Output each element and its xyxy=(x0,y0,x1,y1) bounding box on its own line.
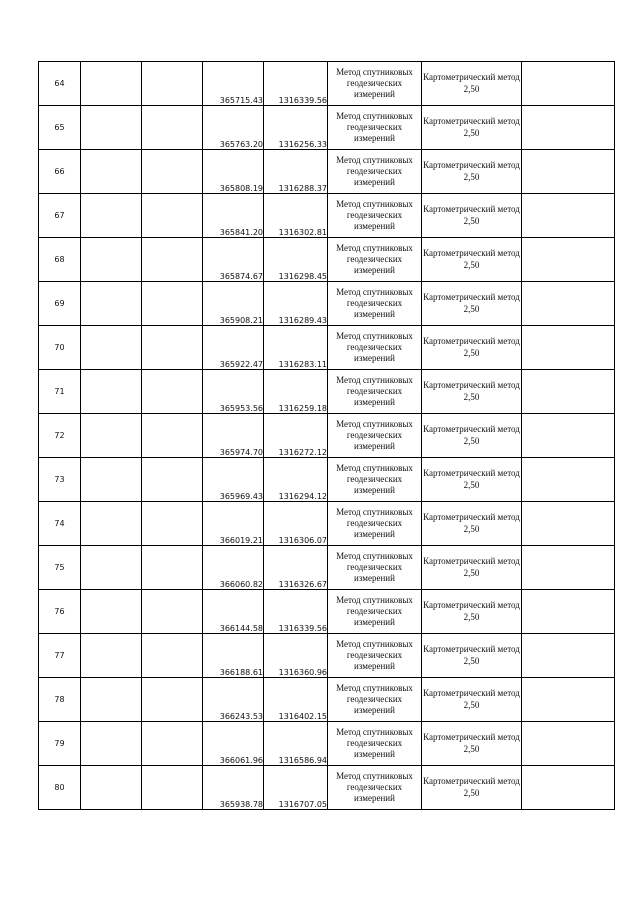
empty-cell xyxy=(142,590,203,634)
table-row xyxy=(39,546,615,590)
empty-cell xyxy=(81,150,142,194)
empty-cell xyxy=(142,370,203,414)
table-row xyxy=(39,282,615,326)
table-row xyxy=(39,194,615,238)
empty-cell xyxy=(142,722,203,766)
coord-x-cell: 366019.21 xyxy=(203,502,264,546)
empty-cell xyxy=(522,414,615,458)
empty-cell xyxy=(522,590,615,634)
table-row xyxy=(39,722,615,766)
point-number-cell: 73 xyxy=(39,458,81,502)
empty-cell xyxy=(522,370,615,414)
coord-y-cell: 1316298.45 xyxy=(264,238,328,282)
accuracy-cell: Картометрический метод 2,50 xyxy=(422,150,522,194)
coord-y-cell: 1316289.43 xyxy=(264,282,328,326)
coord-x-cell: 366061.96 xyxy=(203,722,264,766)
empty-cell xyxy=(522,766,615,810)
accuracy-cell: Картометрический метод 2,50 xyxy=(422,502,522,546)
coord-x-cell: 365938.78 xyxy=(203,766,264,810)
coord-y-cell: 1316360.96 xyxy=(264,634,328,678)
empty-cell xyxy=(522,458,615,502)
method-cell: Метод спутниковых геодезических измерений xyxy=(328,150,422,194)
method-cell: Метод спутниковых геодезических измерений xyxy=(328,458,422,502)
point-number-cell: 66 xyxy=(39,150,81,194)
coord-x-cell: 365953.56 xyxy=(203,370,264,414)
empty-cell xyxy=(81,194,142,238)
method-cell: Метод спутниковых геодезических измерений xyxy=(328,194,422,238)
empty-cell xyxy=(522,326,615,370)
point-number-cell: 72 xyxy=(39,414,81,458)
coord-y-cell: 1316326.67 xyxy=(264,546,328,590)
method-cell: Метод спутниковых геодезических измерений xyxy=(328,766,422,810)
table-body xyxy=(39,62,615,810)
table-row xyxy=(39,502,615,546)
empty-cell xyxy=(142,766,203,810)
empty-cell xyxy=(142,238,203,282)
coord-y-cell: 1316283.11 xyxy=(264,326,328,370)
empty-cell xyxy=(522,150,615,194)
point-number-cell: 75 xyxy=(39,546,81,590)
coord-y-cell: 1316302.81 xyxy=(264,194,328,238)
point-number-cell: 79 xyxy=(39,722,81,766)
method-cell: Метод спутниковых геодезических измерений xyxy=(328,370,422,414)
point-number-cell: 78 xyxy=(39,678,81,722)
coord-x-cell: 365763.20 xyxy=(203,106,264,150)
accuracy-cell: Картометрический метод 2,50 xyxy=(422,766,522,810)
empty-cell xyxy=(81,106,142,150)
accuracy-cell: Картометрический метод 2,50 xyxy=(422,326,522,370)
method-cell: Метод спутниковых геодезических измерений xyxy=(328,282,422,326)
empty-cell xyxy=(142,194,203,238)
point-number-cell: 74 xyxy=(39,502,81,546)
accuracy-cell: Картометрический метод 2,50 xyxy=(422,370,522,414)
table-row xyxy=(39,326,615,370)
empty-cell xyxy=(142,62,203,106)
method-cell: Метод спутниковых геодезических измерений xyxy=(328,546,422,590)
empty-cell xyxy=(81,766,142,810)
coord-y-cell: 1316586.94 xyxy=(264,722,328,766)
coord-x-cell: 365969.43 xyxy=(203,458,264,502)
empty-cell xyxy=(522,502,615,546)
empty-cell xyxy=(81,414,142,458)
empty-cell xyxy=(81,458,142,502)
coord-y-cell: 1316306.07 xyxy=(264,502,328,546)
accuracy-cell: Картометрический метод 2,50 xyxy=(422,458,522,502)
point-number-cell: 80 xyxy=(39,766,81,810)
accuracy-cell: Картометрический метод 2,50 xyxy=(422,678,522,722)
empty-cell xyxy=(81,62,142,106)
empty-cell xyxy=(81,502,142,546)
method-cell: Метод спутниковых геодезических измерений xyxy=(328,106,422,150)
empty-cell xyxy=(522,62,615,106)
accuracy-cell: Картометрический метод 2,50 xyxy=(422,634,522,678)
coord-x-cell: 365841.20 xyxy=(203,194,264,238)
table-row xyxy=(39,370,615,414)
accuracy-cell: Картометрический метод 2,50 xyxy=(422,106,522,150)
coord-y-cell: 1316288.37 xyxy=(264,150,328,194)
table-row xyxy=(39,414,615,458)
point-number-cell: 69 xyxy=(39,282,81,326)
point-number-cell: 67 xyxy=(39,194,81,238)
coord-x-cell: 365922.47 xyxy=(203,326,264,370)
coord-y-cell: 1316707.05 xyxy=(264,766,328,810)
point-number-cell: 76 xyxy=(39,590,81,634)
empty-cell xyxy=(142,414,203,458)
empty-cell xyxy=(522,546,615,590)
method-cell: Метод спутниковых геодезических измерений xyxy=(328,502,422,546)
table-row xyxy=(39,106,615,150)
method-cell: Метод спутниковых геодезических измерений xyxy=(328,238,422,282)
accuracy-cell: Картометрический метод 2,50 xyxy=(422,722,522,766)
coordinates-table xyxy=(38,61,615,810)
empty-cell xyxy=(142,282,203,326)
coord-x-cell: 365808.19 xyxy=(203,150,264,194)
table-row xyxy=(39,678,615,722)
empty-cell xyxy=(522,106,615,150)
empty-cell xyxy=(522,722,615,766)
empty-cell xyxy=(142,502,203,546)
coord-x-cell: 365715.43 xyxy=(203,62,264,106)
empty-cell xyxy=(142,150,203,194)
coord-y-cell: 1316339.56 xyxy=(264,62,328,106)
method-cell: Метод спутниковых геодезических измерений xyxy=(328,634,422,678)
empty-cell xyxy=(142,106,203,150)
coord-x-cell: 366060.82 xyxy=(203,546,264,590)
method-cell: Метод спутниковых геодезических измерений xyxy=(328,62,422,106)
accuracy-cell: Картометрический метод 2,50 xyxy=(422,282,522,326)
empty-cell xyxy=(81,722,142,766)
empty-cell xyxy=(81,238,142,282)
empty-cell xyxy=(81,370,142,414)
table-row xyxy=(39,62,615,106)
empty-cell xyxy=(81,546,142,590)
accuracy-cell: Картометрический метод 2,50 xyxy=(422,414,522,458)
point-number-cell: 68 xyxy=(39,238,81,282)
coord-y-cell: 1316402.15 xyxy=(264,678,328,722)
empty-cell xyxy=(81,326,142,370)
accuracy-cell: Картометрический метод 2,50 xyxy=(422,62,522,106)
empty-cell xyxy=(142,458,203,502)
accuracy-cell: Картометрический метод 2,50 xyxy=(422,546,522,590)
table-row xyxy=(39,766,615,810)
method-cell: Метод спутниковых геодезических измерений xyxy=(328,326,422,370)
method-cell: Метод спутниковых геодезических измерений xyxy=(328,678,422,722)
empty-cell xyxy=(142,546,203,590)
table-row xyxy=(39,634,615,678)
table-row xyxy=(39,590,615,634)
empty-cell xyxy=(81,282,142,326)
table-row xyxy=(39,238,615,282)
coord-y-cell: 1316272.12 xyxy=(264,414,328,458)
point-number-cell: 65 xyxy=(39,106,81,150)
coord-y-cell: 1316339.56 xyxy=(264,590,328,634)
method-cell: Метод спутниковых геодезических измерений xyxy=(328,414,422,458)
point-number-cell: 77 xyxy=(39,634,81,678)
table-row xyxy=(39,150,615,194)
method-cell: Метод спутниковых геодезических измерений xyxy=(328,590,422,634)
empty-cell xyxy=(81,590,142,634)
coord-x-cell: 366144.58 xyxy=(203,590,264,634)
coord-y-cell: 1316259.18 xyxy=(264,370,328,414)
accuracy-cell: Картометрический метод 2,50 xyxy=(422,194,522,238)
coord-x-cell: 365908.21 xyxy=(203,282,264,326)
table-row xyxy=(39,458,615,502)
point-number-cell: 70 xyxy=(39,326,81,370)
empty-cell xyxy=(522,634,615,678)
coord-x-cell: 366243.53 xyxy=(203,678,264,722)
empty-cell xyxy=(522,282,615,326)
point-number-cell: 64 xyxy=(39,62,81,106)
coord-x-cell: 365974.70 xyxy=(203,414,264,458)
coord-x-cell: 366188.61 xyxy=(203,634,264,678)
empty-cell xyxy=(142,678,203,722)
coord-y-cell: 1316256.33 xyxy=(264,106,328,150)
accuracy-cell: Картометрический метод 2,50 xyxy=(422,238,522,282)
empty-cell xyxy=(81,678,142,722)
empty-cell xyxy=(81,634,142,678)
empty-cell xyxy=(522,678,615,722)
coord-y-cell: 1316294.12 xyxy=(264,458,328,502)
empty-cell xyxy=(522,194,615,238)
accuracy-cell: Картометрический метод 2,50 xyxy=(422,590,522,634)
empty-cell xyxy=(522,238,615,282)
coord-x-cell: 365874.67 xyxy=(203,238,264,282)
empty-cell xyxy=(142,634,203,678)
method-cell: Метод спутниковых геодезических измерений xyxy=(328,722,422,766)
point-number-cell: 71 xyxy=(39,370,81,414)
empty-cell xyxy=(142,326,203,370)
